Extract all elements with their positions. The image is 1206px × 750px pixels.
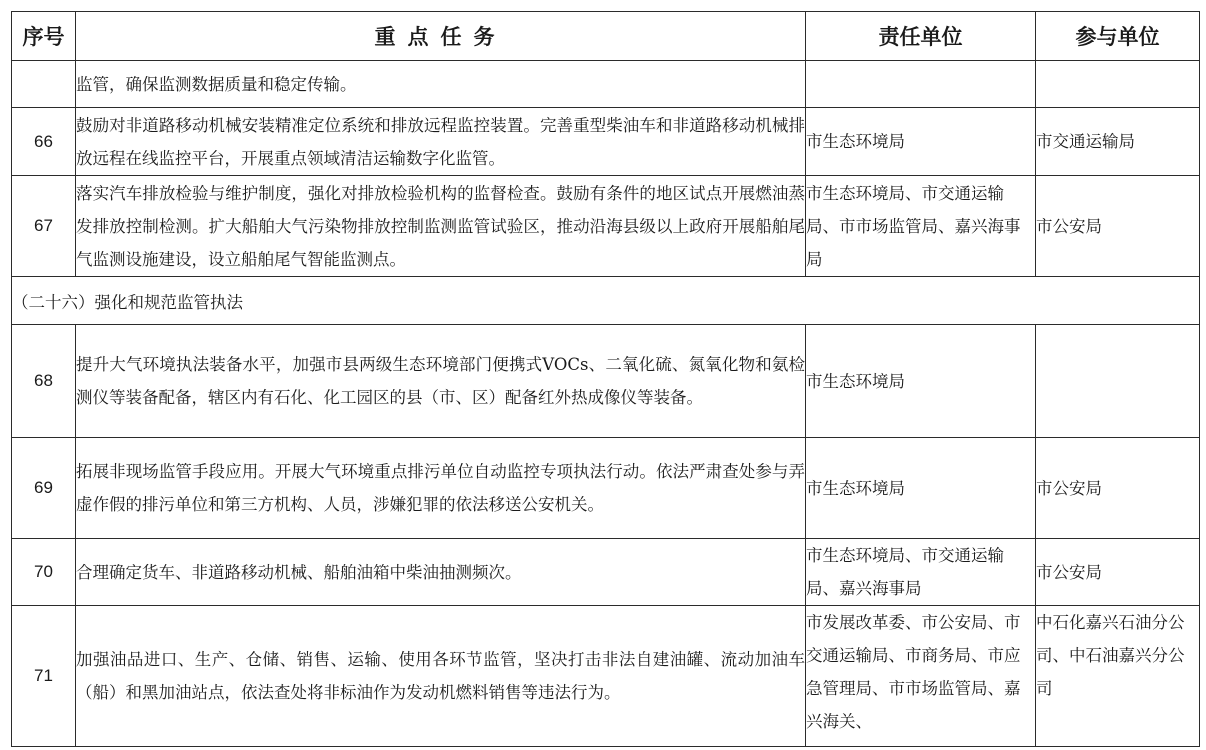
row-task: 合理确定货车、非道路移动机械、船舶油箱中柴油抽测频次。 [76, 539, 806, 606]
row-part [1036, 325, 1200, 438]
row-task: 加强油品进口、生产、仓储、销售、运输、使用各环节监管，坚决打击非法自建油罐、流动加油车（船）和黑加油站点，依法查处将非标油作为发动机燃料销售等违法行为。 [76, 606, 806, 747]
row-task: 鼓励对非道路移动机械安装精准定位系统和排放远程监控装置。完善重型柴油车和非道路移动机械排放远程在线监控平台，开展重点领域清洁运输数字化监管。 [76, 108, 806, 176]
row-task: 落实汽车排放检验与维护制度，强化对排放检验机构的监督检查。鼓励有条件的地区试点开展燃油蒸发排放控制检测。扩大船舶大气污染物排放控制监测监管试验区，推动沿海县级以上政府开展船舶尾气监测设施建设，设立船舶尾气智能监测点。 [76, 176, 806, 277]
row-part [1036, 61, 1200, 108]
section-title: （二十六）强化和规范监管执法 [12, 277, 1200, 325]
row-resp: 市发展改革委、市公安局、市交通运输局、市商务局、市应急管理局、市市场监管局、嘉兴海关、 [806, 606, 1036, 747]
table-row [12, 606, 1200, 747]
row-num: 66 [12, 108, 76, 176]
table-row [12, 108, 1200, 176]
section-row [12, 277, 1200, 325]
task-table [11, 11, 1200, 747]
row-resp: 市生态环境局、市交通运输局、市市场监管局、嘉兴海事局 [806, 176, 1036, 277]
row-part: 市交通运输局 [1036, 108, 1200, 176]
row-part: 市公安局 [1036, 176, 1200, 277]
row-resp [806, 61, 1036, 108]
table-row [12, 325, 1200, 438]
header-row [12, 12, 1200, 61]
row-num: 69 [12, 438, 76, 539]
row-part: 中石化嘉兴石油分公司、中石油嘉兴分公司 [1036, 606, 1200, 747]
header-resp: 责任单位 [806, 12, 1036, 61]
table-row [12, 539, 1200, 606]
row-part: 市公安局 [1036, 539, 1200, 606]
table-row [12, 438, 1200, 539]
table-row [12, 176, 1200, 277]
table-row [12, 61, 1200, 108]
header-task: 重点任务 [76, 12, 806, 61]
row-task: 拓展非现场监管手段应用。开展大气环境重点排污单位自动监控专项执法行动。依法严肃查处参与弄虚作假的排污单位和第三方机构、人员，涉嫌犯罪的依法移送公安机关。 [76, 438, 806, 539]
row-num: 70 [12, 539, 76, 606]
row-num: 71 [12, 606, 76, 747]
row-task: 提升大气环境执法装备水平，加强市县两级生态环境部门便携式VOCs、二氧化硫、氮氧化物和氨检测仪等装备配备，辖区内有石化、化工园区的县（市、区）配备红外热成像仪等装备。 [76, 325, 806, 438]
row-resp: 市生态环境局 [806, 325, 1036, 438]
row-num [12, 61, 76, 108]
header-num: 序号 [12, 12, 76, 61]
row-resp: 市生态环境局 [806, 438, 1036, 539]
row-resp: 市生态环境局 [806, 108, 1036, 176]
row-task: 监管，确保监测数据质量和稳定传输。 [76, 61, 806, 108]
row-num: 68 [12, 325, 76, 438]
header-part: 参与单位 [1036, 12, 1200, 61]
row-part: 市公安局 [1036, 438, 1200, 539]
row-num: 67 [12, 176, 76, 277]
row-resp: 市生态环境局、市交通运输局、嘉兴海事局 [806, 539, 1036, 606]
